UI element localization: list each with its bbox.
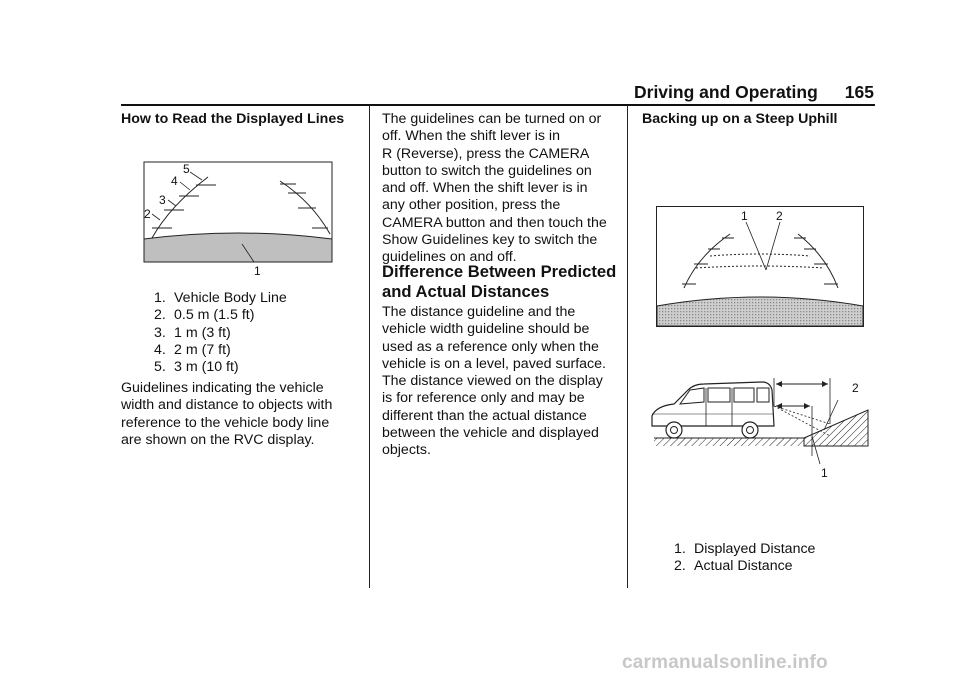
col3-caption-list — [674, 541, 815, 576]
col3-heading: Backing up on a Steep Uphill — [642, 111, 838, 127]
col2-subheading: Difference Between Predicted and Actual Distances — [382, 262, 617, 301]
figure-label-2: 2 — [144, 207, 151, 221]
col2-paragraph-2: The distance guideline and the vehicle width guideline should be used as a reference only when the vehicle is on a level, paved surface. The distance viewed on the display is for reference only and may be different than the actual distance between the vehicle and displayed objects. — [382, 304, 606, 459]
caption-item: 1. Displayed Distance — [674, 541, 816, 557]
col1-caption-list — [154, 290, 287, 376]
page-number: 165 — [844, 82, 874, 102]
caption-item: 3. 1 m (3 ft) — [154, 324, 231, 341]
col1-paragraph: Guidelines indicating the vehicle width and distance to objects with reference to the vehicle body line are shown on the RVC display. — [121, 380, 333, 448]
running-header — [634, 82, 874, 103]
caption-item: 5. 3 m (10 ft) — [154, 359, 239, 376]
caption-item: 1. Vehicle Body Line — [154, 290, 287, 306]
column-divider-2 — [627, 105, 628, 588]
figure-label-1: 1 — [254, 264, 261, 278]
vehicle-body-area — [144, 233, 332, 262]
caption-item: 4. 2 m (7 ft) — [154, 341, 231, 358]
col2-paragraph-1: The guidelines can be turned on or off. When the shift lever is in R (Reverse), press the CAMERA button to switch the guidelines on and off. When the shift lever is in any other position, press the CAMERA button and then touch the Show Guidelines key to switch the guidelines on and off. — [382, 111, 607, 266]
col1-heading: How to Read the Displayed Lines — [121, 111, 345, 127]
figure-label-4: 4 — [171, 174, 178, 188]
ground-hatch — [654, 438, 804, 446]
caption-item: 2. 0.5 m (1.5 ft) — [154, 307, 255, 324]
uphill-screen-figure — [656, 206, 868, 330]
section-title: Driving and Operating — [634, 82, 818, 102]
side-label-2: 2 — [852, 381, 859, 395]
watermark: carmanualsonline.info — [622, 652, 828, 673]
uphill-side-view-figure — [644, 366, 876, 482]
screen-label-2: 2 — [776, 209, 783, 223]
vehicle-body-area — [657, 297, 863, 326]
screen-label-1: 1 — [741, 209, 748, 223]
guidelines-figure — [130, 158, 370, 288]
figure-label-3: 3 — [159, 193, 166, 207]
figure-label-5: 5 — [183, 162, 190, 176]
side-label-1: 1 — [821, 466, 828, 480]
header-rule — [121, 104, 875, 106]
caption-item: 2. Actual Distance — [674, 558, 793, 575]
